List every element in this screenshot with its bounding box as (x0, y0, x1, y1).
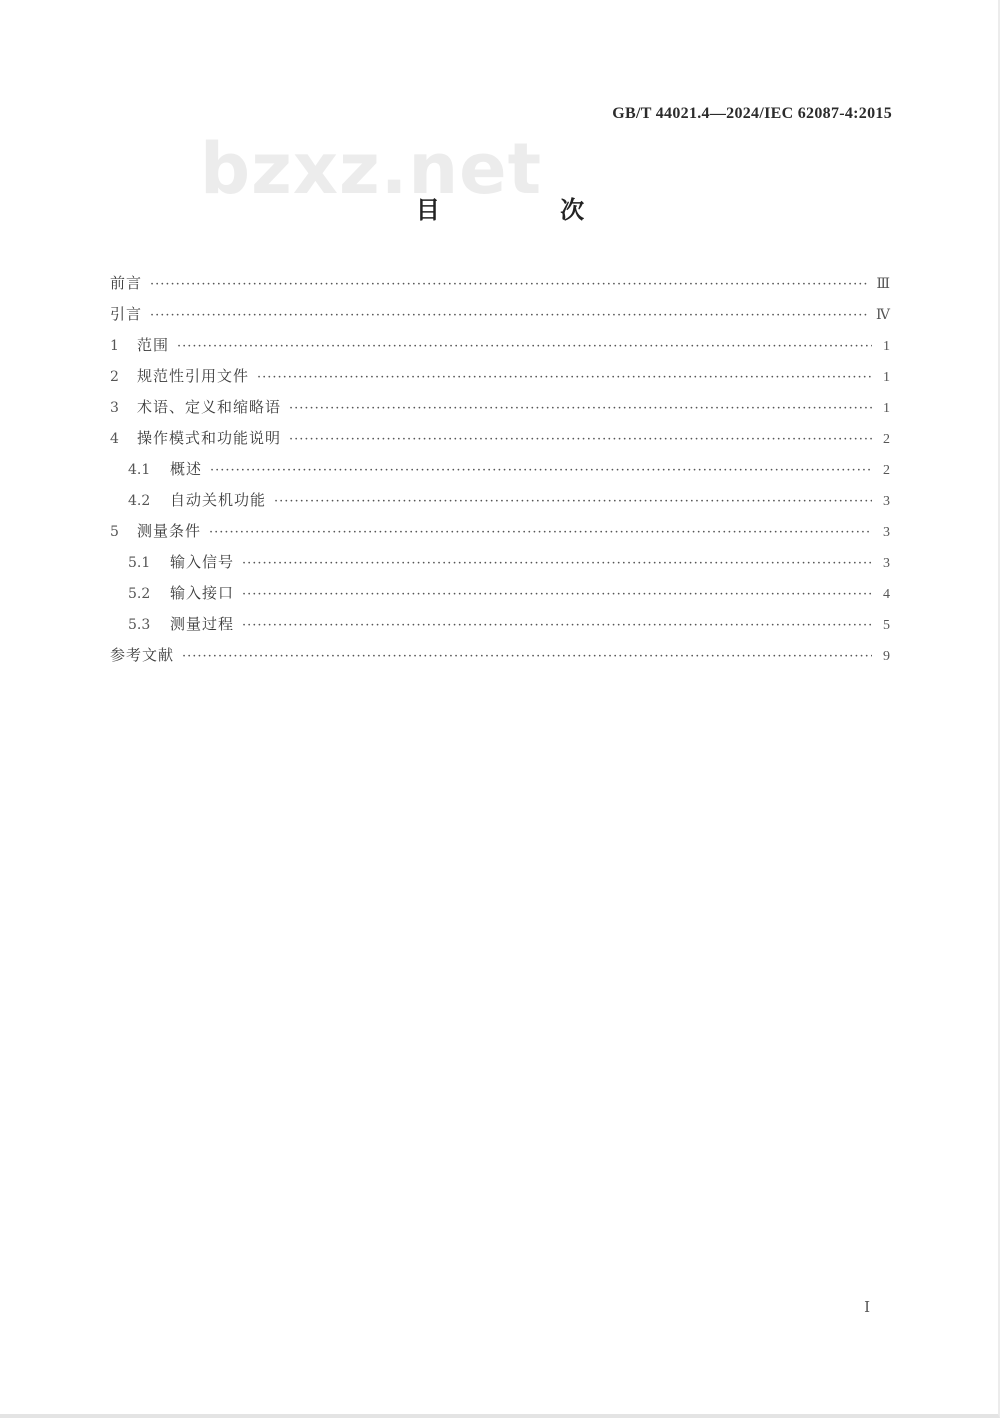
toc-entry-label: 操作模式和功能说明 (137, 429, 282, 447)
toc-entry-measurement-conditions[interactable] (110, 520, 890, 551)
toc-entry-label: 前言 (110, 274, 143, 292)
toc-entry-page: Ⅳ (876, 308, 890, 323)
toc-entry-scope[interactable] (110, 334, 890, 365)
toc-entry-page: 1 (883, 370, 890, 385)
toc-entry-operation-modes[interactable] (110, 427, 890, 458)
toc-entry-number: 2 (110, 369, 119, 385)
toc-entry-label: 输入接口 (170, 584, 235, 602)
toc-entry-number: 5 (110, 524, 119, 540)
toc-entry-page: 3 (883, 556, 890, 571)
toc-entry-page: Ⅲ (876, 277, 890, 292)
toc-entry-page: 3 (883, 494, 890, 509)
toc-leader-dots (289, 432, 872, 447)
toc-entry-page: 4 (883, 587, 890, 602)
toc-entry-foreword[interactable] (110, 272, 890, 303)
toc-entry-auto-power-off[interactable] (110, 489, 890, 520)
toc-entry-page: 5 (883, 618, 890, 633)
toc-entry-label: 引言 (110, 305, 143, 323)
toc-entry-page: 2 (883, 432, 890, 447)
toc-entry-input-signal[interactable] (110, 551, 890, 582)
toc-entry-number: 4.2 (128, 493, 151, 509)
toc-entry-label: 输入信号 (170, 553, 235, 571)
toc-leader-dots (289, 401, 872, 416)
toc-entry-label: 测量过程 (170, 615, 235, 633)
watermark: bzxz.net (200, 128, 543, 210)
toc-leader-dots (209, 525, 872, 540)
toc-entry-number: 1 (110, 338, 119, 354)
toc-entry-number: 4.1 (128, 462, 151, 478)
toc-leader-dots (242, 618, 872, 633)
toc-leader-dots (242, 556, 872, 571)
toc-entry-page: 9 (883, 649, 890, 664)
toc-entry-label: 范围 (137, 336, 170, 354)
toc-title: 目 次 (415, 196, 641, 224)
toc-leader-dots (274, 494, 872, 509)
toc-entry-bibliography[interactable] (110, 644, 890, 675)
toc-entry-page: 1 (883, 401, 890, 416)
table-of-contents (110, 272, 890, 675)
toc-leader-dots (150, 308, 868, 323)
toc-entry-number: 5.3 (128, 617, 151, 633)
toc-leader-dots (257, 370, 872, 385)
toc-entry-introduction[interactable] (110, 303, 890, 334)
toc-entry-label: 参考文献 (110, 646, 175, 664)
toc-leader-dots (150, 277, 868, 292)
toc-entry-page: 2 (883, 463, 890, 478)
toc-entry-page: 1 (883, 339, 890, 354)
toc-entry-terms-definitions[interactable] (110, 396, 890, 427)
toc-entry-input-interface[interactable] (110, 582, 890, 613)
toc-entry-label: 概述 (170, 460, 203, 478)
toc-entry-normative-references[interactable] (110, 365, 890, 396)
toc-entry-label: 自动关机功能 (170, 491, 267, 509)
toc-entry-measurement-process[interactable] (110, 613, 890, 644)
page-number: Ⅰ (864, 1300, 870, 1316)
toc-entry-label: 规范性引用文件 (137, 367, 250, 385)
toc-leader-dots (242, 587, 872, 602)
toc-entry-number: 5.1 (128, 555, 151, 571)
toc-leader-dots (177, 339, 872, 354)
toc-entry-page: 3 (883, 525, 890, 540)
toc-entry-number: 5.2 (128, 586, 151, 602)
toc-leader-dots (210, 463, 872, 478)
toc-entry-number: 3 (110, 400, 119, 416)
toc-entry-label: 测量条件 (137, 522, 202, 540)
toc-entry-number: 4 (110, 431, 119, 447)
toc-leader-dots (182, 649, 872, 664)
toc-entry-overview[interactable] (110, 458, 890, 489)
standard-code: GB/T 44021.4—2024/IEC 62087-4:2015 (612, 105, 892, 122)
toc-entry-label: 术语、定义和缩略语 (137, 398, 282, 416)
